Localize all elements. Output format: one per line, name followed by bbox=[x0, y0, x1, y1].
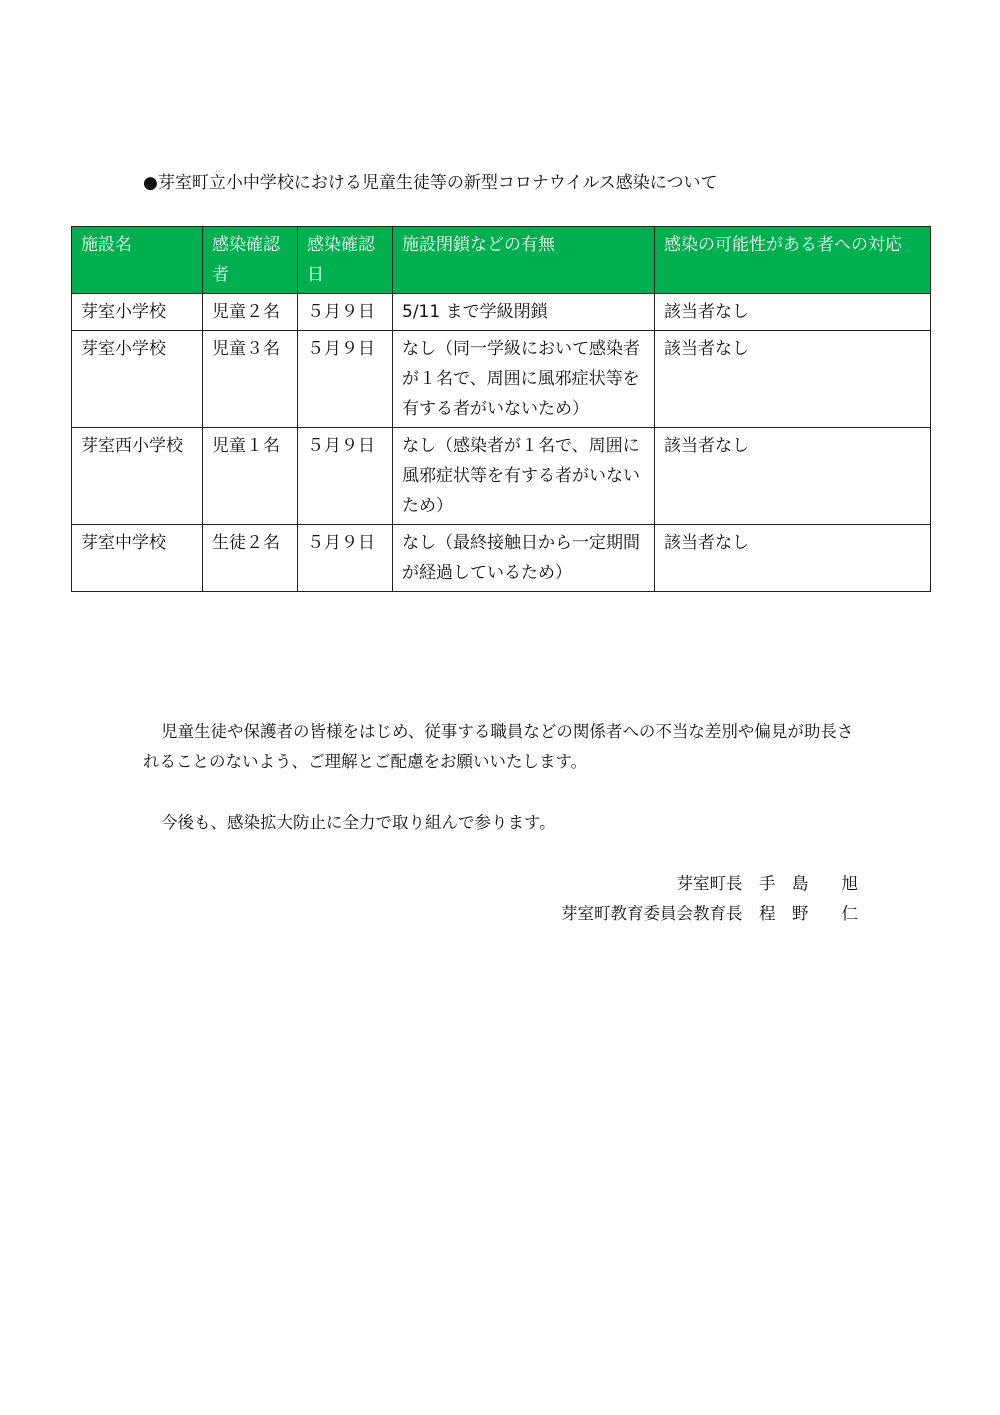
cell-confirmed-persons: 児童３名 bbox=[203, 331, 298, 428]
cell-response: 該当者なし bbox=[655, 525, 931, 592]
cell-response: 該当者なし bbox=[655, 331, 931, 428]
infection-status-table bbox=[71, 226, 931, 592]
cell-confirmed-date: ５月９日 bbox=[298, 294, 393, 331]
table-row bbox=[72, 525, 931, 592]
cell-facility: 芽室小学校 bbox=[72, 294, 203, 331]
closing-paragraph: 今後も、感染拡大防止に全力で取り組んで参ります。 bbox=[161, 813, 556, 832]
cell-closure: 5/11 まで学級閉鎖 bbox=[393, 294, 655, 331]
cell-closure: なし（感染者が１名で、周囲に風邪症状等を有する者がいないため） bbox=[393, 428, 655, 525]
table-row bbox=[72, 331, 931, 428]
header-closure: 施設閉鎖などの有無 bbox=[393, 227, 655, 294]
table-row bbox=[72, 428, 931, 525]
table-header-row bbox=[72, 227, 931, 294]
header-confirmed-date: 感染確認日 bbox=[298, 227, 393, 294]
cell-confirmed-date: ５月９日 bbox=[298, 428, 393, 525]
superintendent-signature: 芽室町教育委員会教育長 程 野 仁 bbox=[561, 904, 858, 923]
cell-confirmed-persons: 生徒２名 bbox=[203, 525, 298, 592]
cell-confirmed-persons: 児童１名 bbox=[203, 428, 298, 525]
header-facility: 施設名 bbox=[72, 227, 203, 294]
cell-facility: 芽室中学校 bbox=[72, 525, 203, 592]
cell-response: 該当者なし bbox=[655, 428, 931, 525]
table-row bbox=[72, 294, 931, 331]
cell-response: 該当者なし bbox=[655, 294, 931, 331]
cell-facility: 芽室小学校 bbox=[72, 331, 203, 428]
mayor-signature: 芽室町長 手 島 旭 bbox=[676, 874, 858, 893]
header-confirmed-persons: 感染確認者 bbox=[203, 227, 298, 294]
cell-confirmed-persons: 児童２名 bbox=[203, 294, 298, 331]
header-response: 感染の可能性がある者への対応 bbox=[655, 227, 931, 294]
document-heading: ●芽室町立小中学校における児童生徒等の新型コロナウイルス感染について bbox=[143, 173, 718, 193]
cell-confirmed-date: ５月９日 bbox=[298, 331, 393, 428]
cell-facility: 芽室西小学校 bbox=[72, 428, 203, 525]
cell-closure: なし（同一学級において感染者が１名で、周囲に風邪症状等を有する者がいないため） bbox=[393, 331, 655, 428]
request-paragraph: 児童生徒や保護者の皆様をはじめ、従事する職員などの関係者への不当な差別や偏見が助長されることのないよう、ご理解とご配慮をお願いいたします。 bbox=[143, 722, 854, 771]
cell-confirmed-date: ５月９日 bbox=[298, 525, 393, 592]
cell-closure: なし（最終接触日から一定期間が経過しているため） bbox=[393, 525, 655, 592]
